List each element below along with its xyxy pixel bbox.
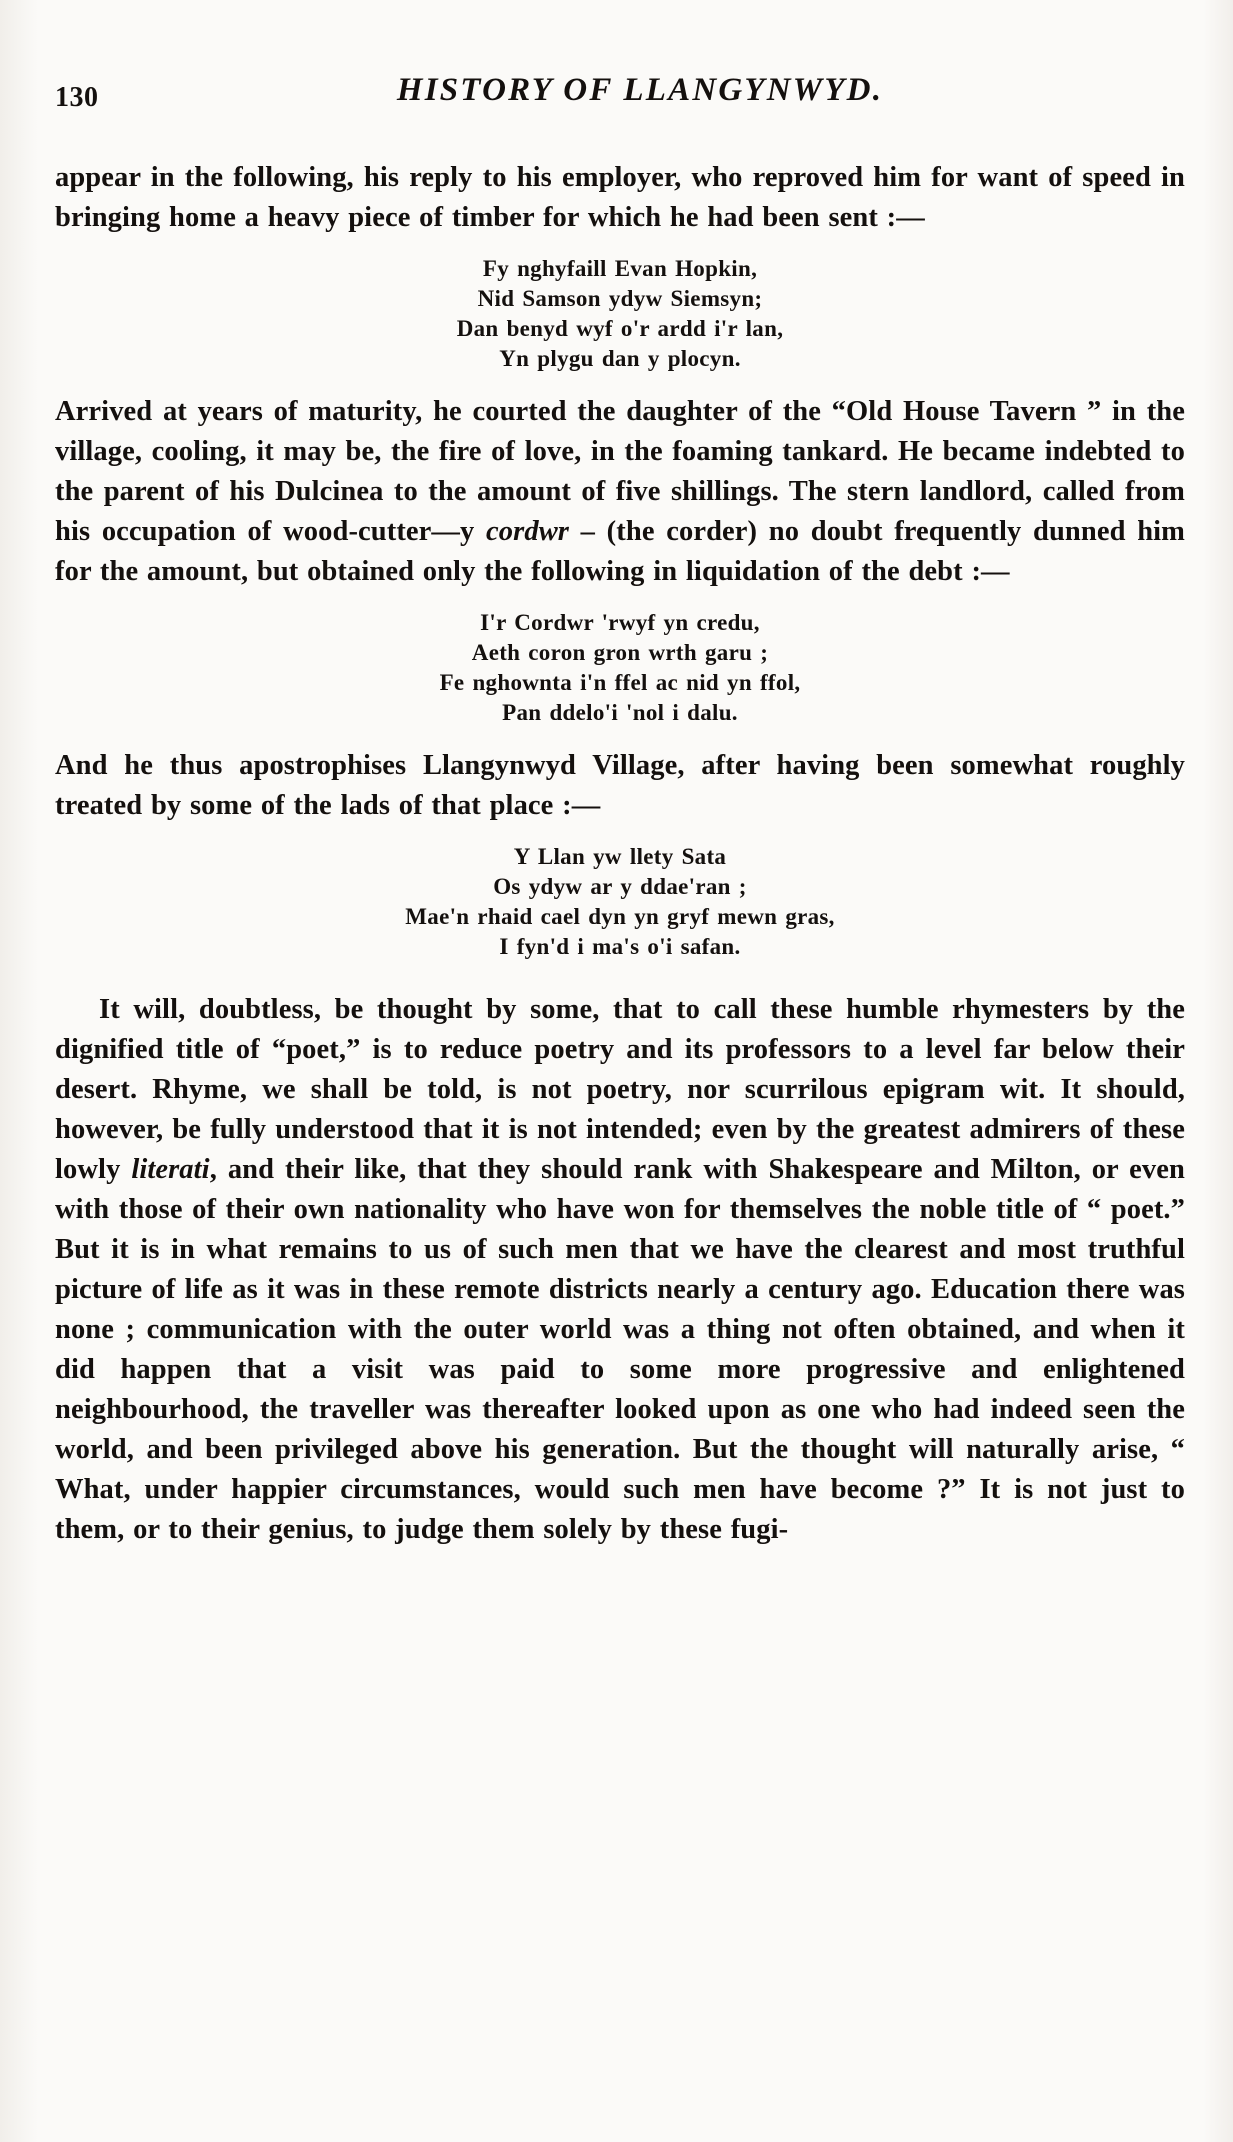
verse-line: I fyn'd i ma's o'i safan. [499,934,741,959]
paragraph-2-part-b: – (the corder) no doubt frequently dunned him for the amount, but obtained only the following in liquidation of the debt :— [55,516,1185,587]
verse-line: Yn plygu dan y plocyn. [499,346,741,371]
paragraph-2 [55,392,1185,592]
paragraph-3: And he thus apostrophises Llangynwyd Village, after having been somewhat roughly treated by some of the lads of that place :— [55,750,1185,821]
page-header [55,72,1185,152]
verse-evan-hopkin [55,254,1185,374]
verse-y-llan [55,842,1185,962]
verse-line: Dan benyd wyf o'r ardd i'r lan, [456,316,784,341]
verse-line: Fe nghownta i'n ffel ac nid yn ffol, [439,670,801,695]
verse-line: Pan ddelo'i 'nol i dalu. [502,700,738,725]
verse-line: Os ydyw ar y ddae'ran ; [493,874,747,899]
page-content [55,0,1185,1556]
paragraph-1: appear in the following, his reply to his employer, who reproved him for want of speed in bringing home a heavy piece of timber for which he had been sent :— [55,162,1185,233]
page-number: 130 [55,82,99,113]
verse-line: Nid Samson ydyw Siemsyn; [477,286,763,311]
verse-line: I'r Cordwr 'rwyf yn credu, [480,610,760,635]
paragraph-4-part-b: , and their like, that they should rank with Shakespeare and Milton, or even with those of their own nationality who have won for themselves the noble title of “ poet.” But it is in what remains to us of such men that we have the clearest and most truthful picture of life as it was in these remote districts nearly a century ago. Education there was none ; communication with the outer world was a thing not often obtained, and when it did happen that a visit was paid to some more progressive and enlightened neighbourhood, the traveller was thereafter looked upon as one who had indeed seen the world, and been privileged above his generation. But the thought will naturally arise, “ What, under happier circumstances, would such men have become ?” It is not just to them, or to their genius, to judge them solely by these fugi- [55,1154,1185,1545]
paragraph-spacer [55,980,1185,990]
page-left-edge-shadow [0,0,38,2142]
verse-line: Y Llan yw llety Sata [513,844,727,869]
verse-line: Mae'n rhaid cael dyn yn gryf mewn gras, [405,904,835,929]
running-title: HISTORY OF LLANGYNWYD. [396,72,884,108]
verse-line: Aeth coron gron wrth garu ; [471,640,769,665]
paragraph-2-italic-term: cordwr [486,516,569,547]
page-right-edge-shadow [1203,0,1233,2142]
verse-line: Fy nghyfaill Evan Hopkin, [482,256,758,281]
verse-cordwr [55,608,1185,728]
paragraph-4-part-a: It will, doubtless, be thought by some, that to call these humble rhymesters by the dignified title of “poet,” is to reduce poetry and its professors to a level far below their desert. Rhyme, we shall be told, is not poetry, nor scurrilous epigram wit. It should, however, be fully understood that it is not intended; even by the greatest admirers of these lowly [55,994,1185,1185]
paragraph-4 [55,990,1185,1550]
paragraph-4-italic-term: literati [131,1154,210,1185]
paragraph-2-part-a: Arrived at years of maturity, he courted the daughter of the “Old House Tavern ” in the village, cooling, it may be, the fire of love, in the foaming tankard. He became indebted to the parent of his Dulcinea to the amount of five shillings. The stern landlord, called from his occupation of wood-cutter—y [55,396,1185,547]
